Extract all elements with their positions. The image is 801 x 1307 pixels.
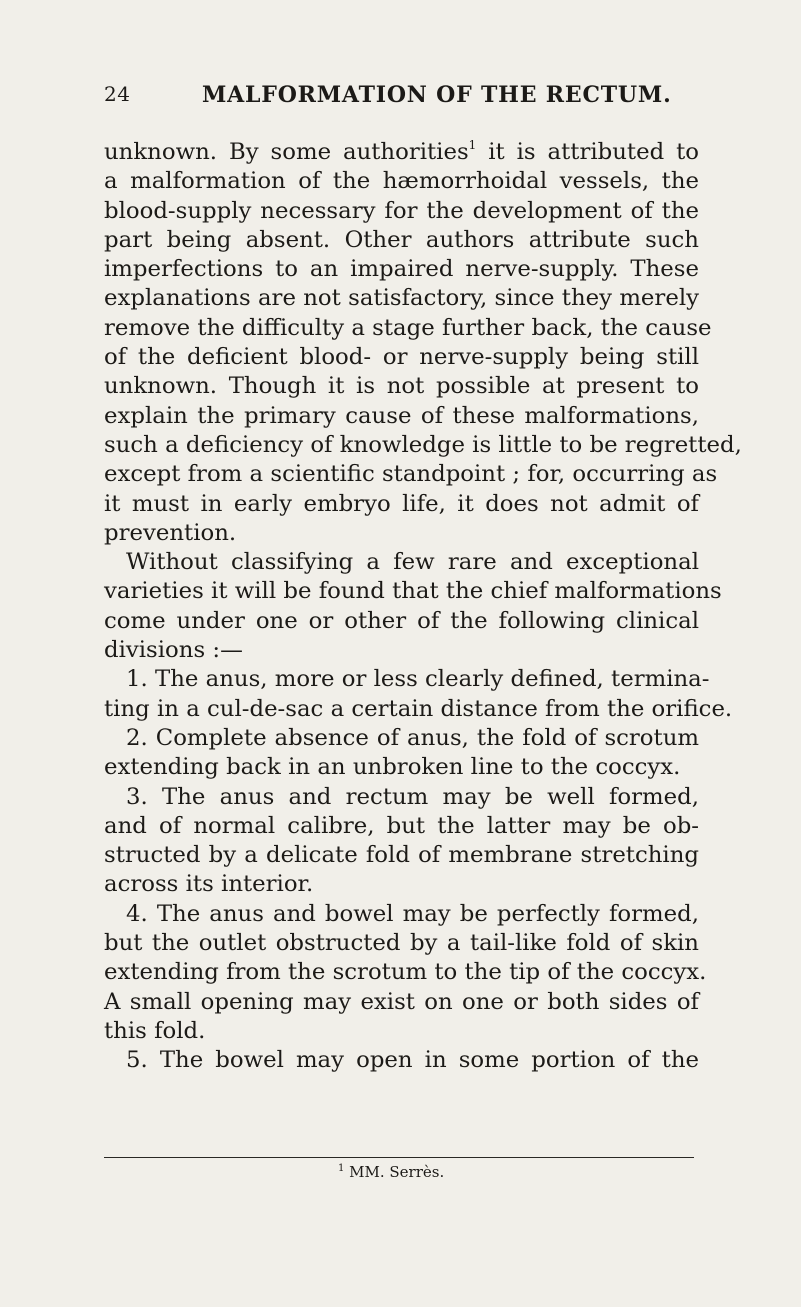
text-line-content: ting in a cul-de-sac a certain distance from the orifice.	[104, 695, 733, 722]
footnote	[338, 1163, 444, 1181]
page-number: 24	[104, 82, 131, 106]
footnote-text: MM. Serrès.	[344, 1163, 445, 1181]
text-line	[104, 284, 699, 313]
text-line-content: imperfections to an impaired nerve-supply. These	[104, 256, 699, 283]
text-line	[104, 490, 699, 519]
text-line-content: it must in early embryo life, it does not admit of	[104, 490, 699, 517]
text-line-content: such a deficiency of knowledge is little to be regretted,	[104, 431, 742, 458]
text-line-content: but the outlet obstructed by a tail-like fold of skin	[104, 930, 699, 957]
text-line	[104, 402, 699, 431]
text-line-content: structed by a delicate fold of membrane stretching	[104, 842, 699, 869]
text-line-content: prevention.	[104, 519, 237, 546]
text-line-content: this fold.	[104, 1017, 206, 1044]
text-line-content: divisions :—	[104, 637, 243, 664]
text-line	[104, 695, 733, 724]
text-line-content: come under one or other of the following clinical	[104, 607, 699, 634]
text-line	[104, 138, 699, 167]
running-head: MALFORMATION OF THE RECTUM.	[202, 82, 672, 108]
text-line-content: of the deficient blood- or nerve-supply being still	[104, 344, 699, 371]
text-line-content: explain the primary cause of these malformations,	[104, 402, 699, 429]
text-line	[104, 665, 710, 694]
text-line	[104, 1017, 699, 1046]
text-line	[104, 812, 699, 841]
text-line-content: unknown. By some authorities	[104, 139, 469, 165]
text-line-content: extending back in an unbroken line to the coccyx.	[104, 754, 681, 781]
text-line	[104, 636, 699, 665]
text-line	[104, 167, 699, 196]
text-line-content: extending from the scrotum to the tip of the coccyx.	[104, 959, 707, 986]
text-line	[104, 460, 718, 489]
text-line	[104, 343, 699, 372]
text-line	[104, 314, 712, 343]
text-line-content: across its interior.	[104, 871, 314, 898]
body-text	[104, 138, 742, 1076]
text-line-content: and of normal calibre, but the latter may be ob-	[104, 812, 699, 839]
text-line	[104, 255, 699, 284]
text-line-content: part being absent. Other authors attribute such	[104, 226, 699, 253]
text-line-content: blood-supply necessary for the development of the	[104, 197, 699, 224]
text-line-content: unknown. Though it is not possible at present to	[104, 373, 699, 400]
text-line-content: 5. The bowel may open in some portion of the	[126, 1047, 699, 1074]
text-line	[104, 929, 699, 958]
text-line-content: remove the difficulty a stage further back, the cause	[104, 314, 712, 341]
text-line	[104, 753, 699, 782]
text-line-content: except from a scientific standpoint ; for, occurring as	[104, 461, 718, 488]
text-line-content: 3. The anus and rectum may be well formed,	[126, 783, 699, 810]
footnote-rule	[104, 1157, 694, 1158]
text-line	[104, 870, 699, 899]
page-header	[104, 82, 704, 112]
text-line	[104, 519, 699, 548]
text-line	[104, 724, 699, 753]
text-line	[104, 226, 699, 255]
text-line	[104, 783, 699, 812]
text-line	[104, 958, 707, 987]
text-line-content: a malformation of the hæmorrhoidal vessels, the	[104, 168, 699, 195]
text-line	[104, 548, 699, 577]
text-line-content: Without classifying a few rare and exceptional	[126, 549, 699, 576]
text-line-content: 4. The anus and bowel may be perfectly formed,	[126, 900, 699, 927]
text-line	[104, 372, 699, 401]
text-line	[104, 431, 742, 460]
text-line	[104, 988, 699, 1017]
text-line	[104, 197, 699, 226]
text-line	[104, 1046, 699, 1075]
text-line	[104, 577, 722, 606]
text-line-content: it is attributed to	[476, 139, 699, 165]
text-line-content: 2. Complete absence of anus, the fold of scrotum	[126, 724, 699, 751]
text-line	[104, 900, 699, 929]
text-line	[104, 607, 699, 636]
text-line-content: varieties it will be found that the chief malformations	[104, 578, 722, 605]
text-line-content: explanations are not satisfactory, since they merely	[104, 285, 699, 312]
footnote-reference: 1	[468, 138, 477, 152]
text-line-content: A small opening may exist on one or both sides of	[104, 988, 699, 1015]
text-line	[104, 841, 699, 870]
text-line-content: 1. The anus, more or less clearly defined, termina-	[126, 666, 710, 693]
footnote-marker: 1	[338, 1163, 345, 1174]
